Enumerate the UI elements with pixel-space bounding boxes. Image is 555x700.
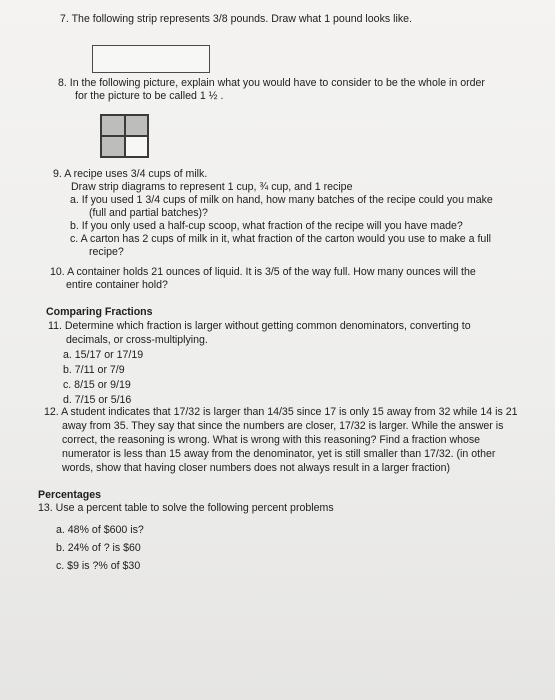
question-11d: d. 7/15 or 5/16: [63, 394, 132, 406]
question-9-line-2: Draw strip diagrams to represent 1 cup, ¾ cup, and 1 recipe: [71, 181, 353, 193]
question-8-line-1: 8. In the following picture, explain what you would have to consider to be the whole in order: [58, 77, 485, 89]
question-12-line-2: away from 35. They say that since the numbers are closer, 17/32 is larger. While the answer is: [62, 420, 504, 432]
question-11c: c. 8/15 or 9/19: [63, 379, 131, 391]
question-9-line-1: 9. A recipe uses 3/4 cups of milk.: [53, 168, 208, 180]
square-grid-picture: [100, 114, 149, 158]
question-9b: b. If you only used a half-cup scoop, what fraction of the recipe will you have made?: [70, 220, 463, 232]
question-12-line-4: numerator is less than 15 away from the denominator, yet is still smaller than 17/32. (in other: [62, 448, 496, 460]
question-10-line-1: 10. A container holds 21 ounces of liquid. It is 3/5 of the way full. How many ounces will the: [50, 266, 476, 278]
percentages-heading: Percentages: [38, 489, 102, 501]
question-10-line-2: entire container hold?: [66, 279, 168, 291]
question-11a: a. 15/17 or 17/19: [63, 349, 144, 361]
question-13: 13. Use a percent table to solve the following percent problems: [38, 502, 334, 514]
comparing-fractions-heading: Comparing Fractions: [46, 306, 153, 318]
question-12-line-1: 12. A student indicates that 17/32 is larger than 14/35 since 17 is only 15 away from 32 while 14 is 21: [44, 406, 518, 418]
grid-cell-shaded: [101, 115, 125, 136]
question-11b: b. 7/11 or 7/9: [63, 364, 125, 376]
question-13a: a. 48% of $600 is?: [56, 524, 144, 536]
question-11-line-2: decimals, or cross-multiplying.: [66, 334, 208, 346]
question-11-line-1: 11. Determine which fraction is larger without getting common denominators, converting to: [48, 320, 471, 332]
question-7: 7. The following strip represents 3/8 pounds. Draw what 1 pound looks like.: [60, 13, 412, 25]
question-13b: b. 24% of ? is $60: [56, 542, 141, 554]
grid-cell-shaded: [125, 115, 149, 136]
grid-cell-empty: [125, 136, 149, 157]
question-9c-line-1: c. A carton has 2 cups of milk in it, what fraction of the carton would you use to make a full: [70, 233, 492, 245]
question-12-line-5: words, show that having closer numbers does not always result in a larger fraction): [62, 462, 451, 474]
question-9a-line-1: a. If you used 1 3/4 cups of milk on hand, how many batches of the recipe could you make: [70, 194, 493, 206]
question-13c: c. $9 is ?% of $30: [56, 560, 141, 572]
grid-cell-shaded: [101, 136, 125, 157]
strip-diagram-box: [92, 45, 210, 73]
question-8-line-2: for the picture to be called 1 ½ .: [75, 90, 224, 102]
question-9a-line-2: (full and partial batches)?: [89, 207, 208, 219]
question-12-line-3: correct, the reasoning is wrong. What is wrong with this reasoning? Find a fraction whose: [62, 434, 481, 446]
question-9c-line-2: recipe?: [89, 246, 124, 258]
